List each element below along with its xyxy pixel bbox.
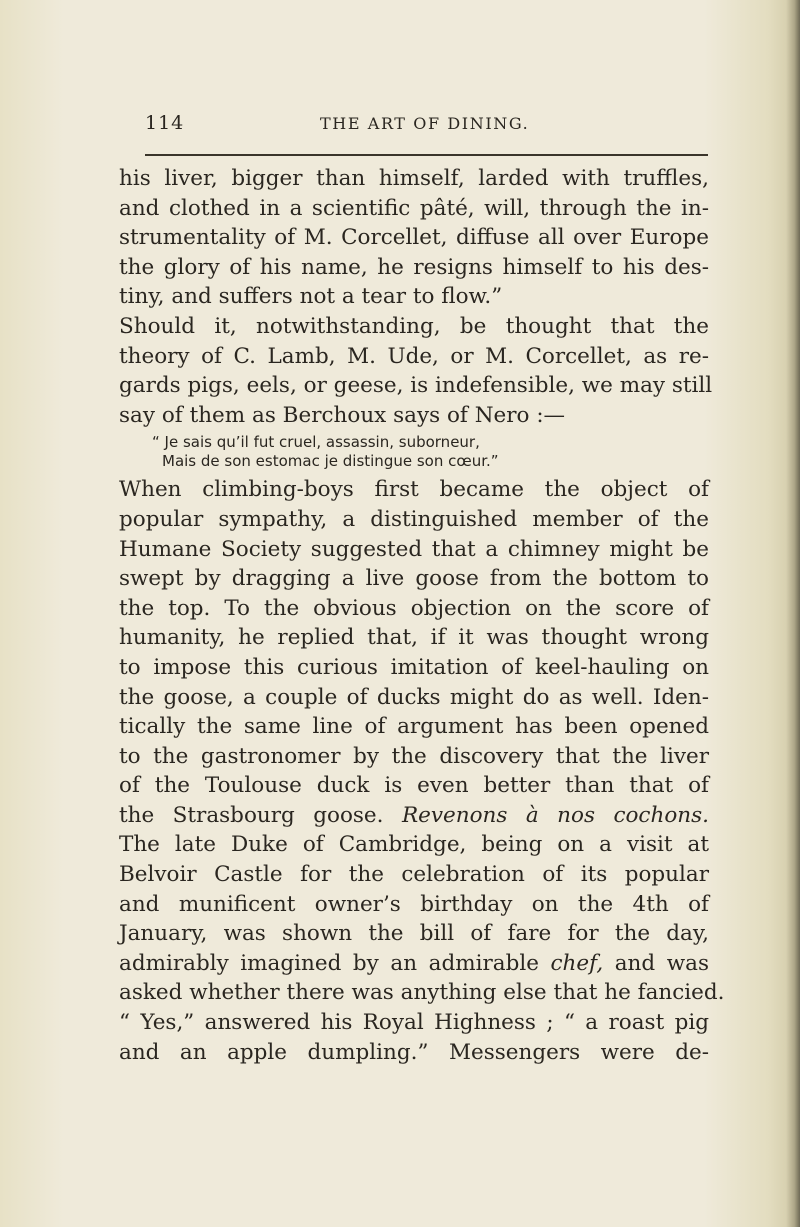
text-segment: admirably imagined by an admirable	[119, 950, 539, 976]
text-line: When climbing-boys first became the object of	[119, 477, 709, 503]
text-line: his liver, bigger than himself, larded with truffles,	[119, 166, 709, 191]
italic-word: chef,	[550, 950, 604, 976]
text-line: and munificent owner’s birthday on the 4th of	[119, 891, 709, 917]
text-line: say of them as Berchoux says of Nero :—	[119, 402, 566, 428]
italic-phrase: Revenons à nos cochons.	[401, 802, 709, 828]
page-number: 114	[145, 112, 185, 134]
text-line: the top. To the obvious objection on the score of	[119, 595, 709, 621]
text-line: Belvoir Castle for the celebration of its popular	[119, 862, 709, 888]
text-line: to the gastronomer by the discovery that the liver	[119, 743, 709, 769]
text-line: theory of C. Lamb, M. Ude, or M. Corcellet, as re-	[119, 343, 709, 369]
text-line: the goose, a couple of ducks might do as well. Iden-	[119, 684, 709, 710]
text-line: Humane Society suggested that a chimney might be	[119, 536, 709, 562]
text-line: and an apple dumpling.” Messengers were de-	[119, 1039, 709, 1065]
text-line: “ Yes,” answered his Royal Highness ; “ a roast pig	[119, 1010, 709, 1036]
text-line: to impose this curious imitation of keel-hauling on	[119, 654, 709, 680]
text-line: gards pigs, eels, or geese, is indefensible, we may still	[119, 373, 713, 399]
text-line: tically the same line of argument has been opened	[119, 714, 709, 740]
page-edge-shadow	[786, 0, 800, 1227]
header-rule	[145, 154, 708, 156]
text-line: swept by dragging a live goose from the bottom to	[119, 566, 709, 592]
text-line	[119, 801, 709, 831]
text-line	[119, 949, 709, 979]
verse-line: Mais de son estomac je distingue son cœur.”	[162, 452, 499, 471]
text-line: popular sympathy, a distinguished member of the	[119, 506, 709, 532]
text-line: humanity, he replied that, if it was thought wrong	[119, 625, 709, 651]
text-line: tiny, and suffers not a tear to flow.”	[119, 284, 503, 310]
text-line: of the Toulouse duck is even better than that of	[119, 773, 709, 799]
text-line: and clothed in a scientific pâté, will, through the in-	[119, 195, 709, 221]
text-line: Should it, notwithstanding, be thought that the	[119, 313, 709, 339]
text-segment: the Strasbourg goose.	[119, 802, 384, 828]
page-header	[0, 112, 800, 142]
text-line: January, was shown the bill of fare for the day,	[119, 921, 709, 947]
text-line: the glory of his name, he resigns himself to his des-	[119, 254, 709, 280]
verse-line: “ Je sais qu’il fut cruel, assassin, suborneur,	[152, 433, 480, 452]
text-line: asked whether there was anything else that he fancied.	[119, 980, 725, 1006]
body-text	[119, 164, 725, 1067]
text-line: strumentality of M. Corcellet, diffuse all over Europe	[119, 225, 709, 251]
text-segment: and was	[614, 950, 709, 976]
running-head: THE ART OF DINING.	[320, 114, 530, 133]
text-line: The late Duke of Cambridge, being on a visit at	[119, 832, 709, 858]
